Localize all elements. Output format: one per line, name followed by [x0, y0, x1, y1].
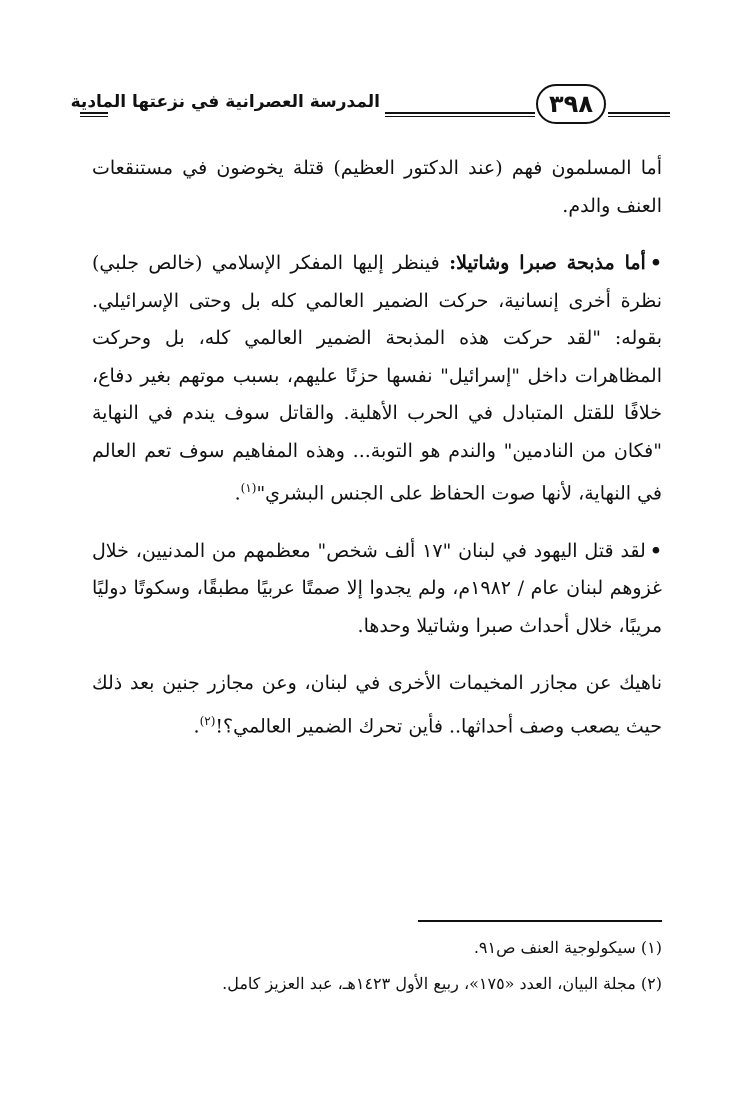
paragraph-2: [92, 245, 662, 513]
header-rule-left: [80, 112, 108, 117]
header-rule-right: [608, 112, 670, 117]
main-text: [92, 150, 662, 746]
paragraph-3-text: لقد قتل اليهود في لبنان "١٧ ألف شخص" معظمهم من المدنيين، خلال غزوهم لبنان عام / ١٩٨٢م، ولم يجدوا إلا صمتًا عربيًا مطبقًا، وسكوتًا دوليًا مريبًا، خلال أحداث صبرا وشاتيلا وحدها.: [92, 539, 662, 637]
paragraph-2-text: فينظر إليها المفكر الإسلامي (خالص جلبي) نظرة أخرى إنسانية، حركت الضمير العالمي كله بل وحتى الإسرائيلي. بقوله: "لقد حركت هذه المذبحة الضمير العالمي كله، بل وحركت المظاهرات داخل "إسرائيل" نفسها حزنًا عليهم، بسبب موتهم بغير دفاع، خلافًا للقتل المتبادل في الحرب الأهلية. والقاتل سوف يندم في النهاية "فكان من النادمين" والندم هو التوبة... وهذه المفاهيم سوف تعم العالم في النهاية، لأنها صوت الحفاظ على الجنس البشري": [92, 252, 662, 505]
header-rule-middle: [385, 112, 535, 117]
paragraph-2-lead: أما مذبحة صبرا وشاتيلا:: [449, 252, 646, 274]
footnote-separator: [418, 920, 662, 922]
paragraph-4: [92, 665, 662, 745]
page-number: ٣٩٨: [536, 84, 606, 124]
paragraph-4-end: .: [193, 715, 200, 738]
paragraph-2-end: .: [234, 482, 241, 505]
page-header: [70, 84, 670, 128]
footnote-ref-2[interactable]: (٢): [199, 713, 216, 728]
paragraph-4-text: ناهيك عن مجازر المخيمات الأخرى في لبنان، وعن مجازر جنين بعد ذلك حيث يصعب وصف أحداثها.. فأين تحرك الضمير العالمي؟!: [92, 672, 662, 738]
footnote-2: (٢) مجلة البيان، العدد «١٧٥»، ربيع الأول ١٤٢٣هـ، عبد العزيز كامل.: [222, 974, 662, 993]
bullet: •: [649, 539, 662, 562]
bullet: •: [649, 252, 662, 274]
running-title: المدرسة العصرانية في نزعتها المادية: [70, 92, 380, 112]
paragraph-3: [92, 533, 662, 646]
paragraph-1: أما المسلمون فهم (عند الدكتور العظيم) قتلة يخوضون في مستنقعات العنف والدم.: [92, 157, 662, 217]
footnotes: [92, 930, 662, 1002]
footnote-ref-1[interactable]: (١): [240, 481, 257, 495]
footnote-1: (١) سيكولوجية العنف ص٩١.: [473, 938, 662, 957]
